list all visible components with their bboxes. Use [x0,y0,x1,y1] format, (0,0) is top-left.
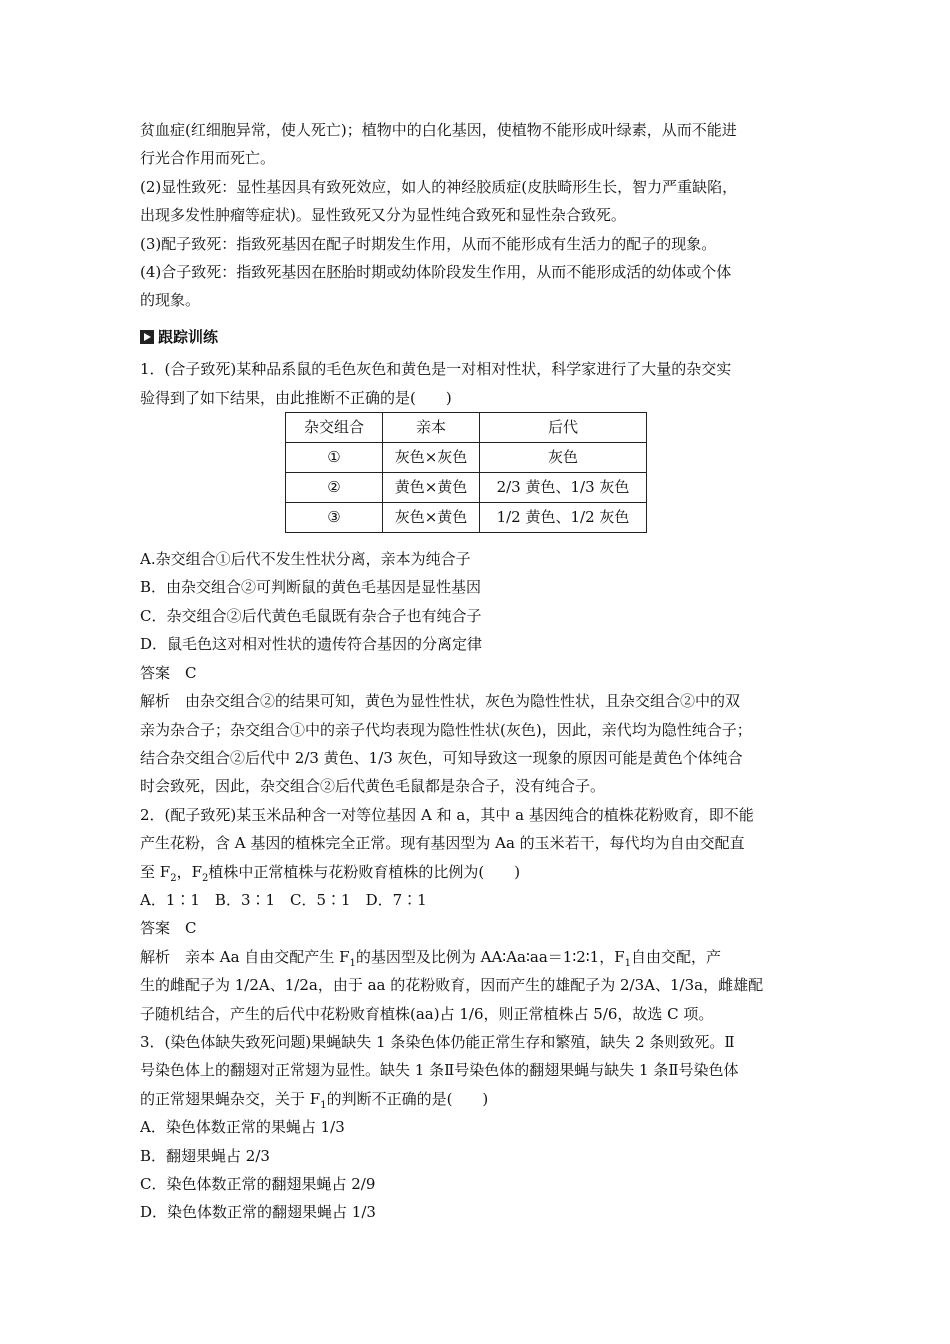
option-b: B．翻翅果蝇占 2/3 [140,1146,270,1165]
analysis-line [140,943,820,971]
table-row [286,443,647,473]
section-title: 跟踪训练 [158,327,219,346]
table-cell: ① [286,443,383,473]
table-cell: 1/2 黄色、1/2 灰色 [480,503,647,533]
question-3-stem: 号染色体上的翻翅对正常翅为显性。缺失 1 条Ⅱ号染色体的翻翅果蝇与缺失 1 条Ⅱ号染色体 [140,1061,739,1080]
section-heading [140,323,820,351]
table-cell: 2/3 黄色、1/3 灰色 [480,473,647,503]
option-d: D．鼠毛色这对相对性状的遗传符合基因的分离定律 [140,635,483,654]
question-1-stem: 1．(合子致死)某种品系鼠的毛色灰色和黄色是一对相对性状，科学家进行了大量的杂交实 [140,360,732,379]
cross-results-table [285,412,647,533]
subscript: 1 [349,957,356,969]
table-cell: 灰色×灰色 [383,443,480,473]
play-triangle-icon [140,330,154,344]
option-a: A.杂交组合①后代不发生性状分离，亲本为纯合子 [140,550,471,569]
text-line: (2)显性致死：显性基因具有致死效应，如人的神经胶质症(皮肤畸形生长，智力严重缺陷， [140,177,738,196]
options-line: A．1∶1 B．3∶1 C．5∶1 D．7∶1 [140,890,427,909]
text-span: ，F [176,862,202,881]
text-line: 行光合作用而死亡。 [140,149,276,168]
analysis-line: 时会致死，因此，杂交组合②后代黄色毛鼠都是杂合子，没有纯合子。 [140,777,606,796]
answer-line: 答案 C [140,919,197,938]
option-a: A．染色体数正常的果蝇占 1/3 [140,1118,345,1137]
option-b: B．由杂交组合②可判断鼠的黄色毛基因是显性基因 [140,578,482,597]
table-cell: 灰色×黄色 [383,503,480,533]
option-c: C．染色体数正常的翻翅果蝇占 2/9 [140,1175,376,1193]
document-page [140,116,820,1227]
table-header-row [286,413,647,443]
text-span: 的基因型及比例为 AA∶Aa∶aa＝1∶2∶1，F [355,947,625,966]
question-1-stem: 验得到了如下结果，由此推断不正确的是( ) [140,388,452,407]
text-span: 自由交配，产 [631,947,722,966]
table-cell: ③ [286,503,383,533]
question-3-stem: 3．(染色体缺失致死问题)果蝇缺失 1 条染色体仍能正常生存和繁殖，缺失 2 条则致死。Ⅱ [140,1032,735,1051]
analysis-line: 生的雌配子为 1/2A、1/2a，由于 aa 的花粉败育，因而产生的雄配子为 2/3A、1/3a，雌雄配 [140,976,764,995]
text-line: 贫血症(红细胞异常，使人死亡)；植物中的白化基因，使植物不能形成叶绿素，从而不能进 [140,121,737,139]
analysis-line: 亲为杂合子；杂交组合①中的亲子代均表现为隐性性状(灰色)，因此，亲代均为隐性纯合子； [140,720,752,739]
analysis-line: 解析 由杂交组合②的结果可知，黄色为显性性状，灰色为隐性性状，且杂交组合②中的双 [140,692,741,711]
text-span: 植株中正常植株与花粉败育植株的比例为( ) [208,862,521,881]
table-row [286,473,647,503]
text-line: 的现象。 [140,291,201,310]
question-2-stem: 2．(配子致死)某玉米品种含一对等位基因 A 和 a，其中 a 基因纯合的植株花粉败育，即不能 [140,805,754,824]
question-2-stem: 产生花粉，含 A 基因的植株完全正常。现有基因型为 Aa 的玉米若干，每代均为自由交配直 [140,834,745,853]
subscript: 2 [201,872,209,884]
table-cell: 黄色×黄色 [383,473,480,503]
table-header: 杂交组合 [286,413,383,443]
analysis-line: 子随机结合，产生的后代中花粉败育植株(aa)占 1/6，则正常植株占 5/6，故选 C 项。 [140,1004,714,1023]
table-header: 后代 [480,413,647,443]
question-3-stem [140,1085,820,1113]
answer-line: 答案 C [140,663,197,682]
option-c: C．杂交组合②后代黄色毛鼠既有杂合子也有纯合子 [140,606,482,625]
option-d: D．染色体数正常的翻翅果蝇占 1/3 [140,1203,376,1222]
subscript: 1 [320,1099,327,1111]
table-cell: ② [286,473,383,503]
text-span: 的判断不正确的是( ) [326,1089,489,1108]
text-span: 解析 亲本 Aa 自由交配产生 F [140,947,350,966]
text-line: 出现多发性肿瘤等症状)。显性致死又分为显性纯合致死和显性杂合致死。 [140,206,626,225]
table-row [286,503,647,533]
table-header: 亲本 [383,413,480,443]
subscript: 2 [170,872,177,884]
text-span: 的正常翅果蝇杂交，关于 F [140,1089,321,1108]
table-cell: 灰色 [480,443,647,473]
text-span: 至 F [140,862,171,881]
analysis-line: 结合杂交组合②后代中 2/3 黄色、1/3 灰色，可知导致这一现象的原因可能是黄色个体纯合 [140,748,743,767]
text-line: (3)配子致死：指致死基因在配子时期发生作用，从而不能形成有生活力的配子的现象。 [140,234,717,253]
text-line: (4)合子致死：指致死基因在胚胎时期或幼体阶段发生作用，从而不能形成活的幼体或个体 [140,263,732,282]
subscript: 1 [624,957,631,969]
question-2-stem [140,858,820,886]
